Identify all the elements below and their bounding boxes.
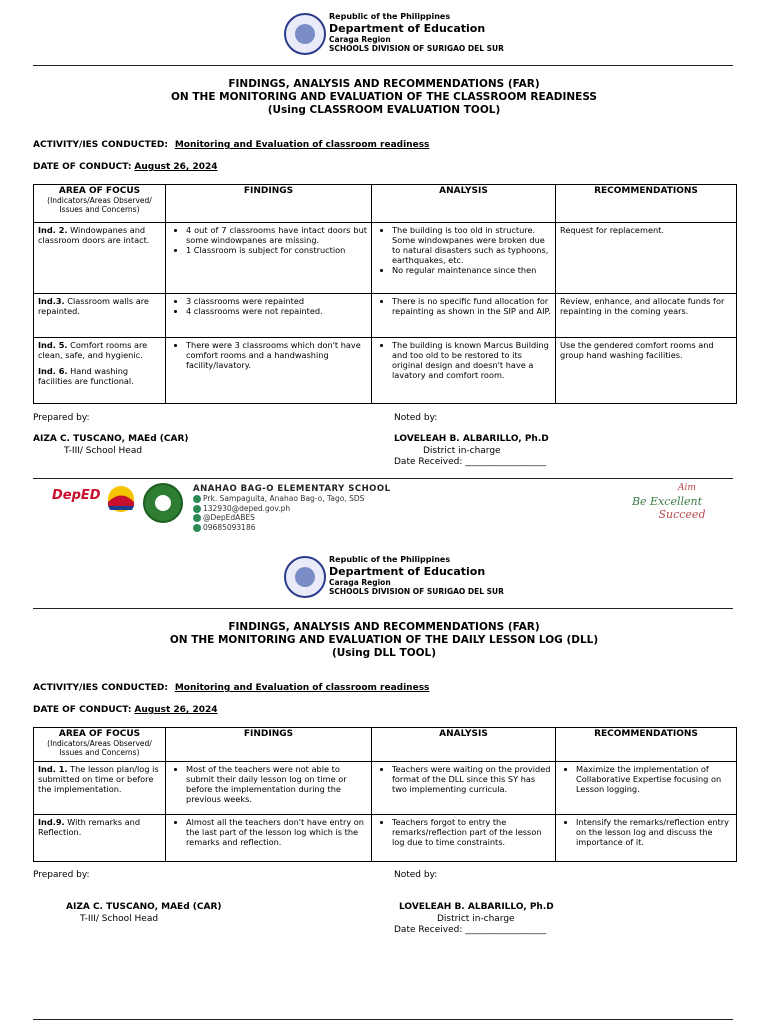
phone-icon [193, 524, 201, 532]
doc1-far-table [33, 184, 737, 404]
col-analysis: ANALYSIS [372, 728, 556, 762]
email-icon [193, 505, 201, 513]
date-label: DATE OF CONDUCT: [33, 162, 132, 172]
prepared-by-label: Prepared by: [33, 870, 90, 880]
bagong-pilipinas-logo [104, 484, 138, 514]
noted-by-label: Noted by: [394, 413, 438, 423]
analysis-cell: • The building is too old in structure. Some windowpanes were broken due to natural disasters such as typhoons, earthquakes, etc. • No regular maintenance since then [372, 223, 556, 294]
recommendations-cell: • Maximize the implementation of Collaborative Expertise focusing on Lesson logging. [556, 762, 737, 815]
col-recommendations: RECOMMENDATIONS [556, 185, 737, 223]
doc1-activity [33, 140, 429, 150]
doc1-date [33, 162, 218, 172]
deped-logo: DepED [52, 488, 101, 503]
noted-name: LOVELEAH B. ALBARILLO, Ph.D [399, 902, 554, 912]
doc1-title-line3: (Using CLASSROOM EVALUATION TOOL) [267, 104, 501, 116]
area-cell: Ind. 2. Windowpanes and classroom doors are intact. [34, 223, 166, 294]
activity-value: Monitoring and Evaluation of classroom readiness [174, 140, 430, 150]
school-seal-icon [143, 483, 183, 523]
school-name: ANAHAO BAG-O ELEMENTARY SCHOOL [193, 484, 391, 494]
letterhead-region: Caraga Region [329, 35, 391, 44]
deped-seal-icon [284, 556, 326, 598]
analysis-cell: • Teachers were waiting on the provided format of the DLL since this SY has two implementing curricula. [372, 762, 556, 815]
table-header-row [34, 728, 737, 762]
prepared-title: T-III/ School Head [80, 914, 159, 924]
location-pin-icon [193, 495, 201, 503]
letterhead-department: Department of Education [329, 22, 486, 35]
header-divider [33, 65, 733, 66]
prepared-by-label: Prepared by: [33, 413, 90, 423]
findings-cell: • Almost all the teachers don't have entry on the last part of the lesson log which is the remarks and reflection. [166, 815, 372, 862]
col-area-of-focus: AREA OF FOCUS (Indicators/Areas Observed/ Issues and Concerns) [34, 728, 166, 762]
table-header-row [34, 185, 737, 223]
doc2-activity: ACTIVITY/IES CONDUCTED: Monitoring and Evaluation of classroom readiness [33, 683, 430, 693]
noted-by-label: Noted by: [394, 870, 438, 880]
doc2-title: FINDINGS, ANALYSIS AND RECOMMENDATIONS (FAR) ON THE MONITORING AND EVALUATION OF THE DAILY LESSON LOG (DLL) (Using DLL TOOL) [169, 621, 599, 659]
table-row [34, 223, 737, 294]
table-row [34, 338, 737, 404]
school-info [193, 484, 391, 532]
date-received: Date Received: __________________ [394, 457, 547, 467]
date-received: Date Received: __________________ [394, 925, 547, 935]
findings-cell: • There were 3 classrooms which don't have comfort rooms and a handwashing facility/lavatory. [166, 338, 372, 404]
letterhead [329, 12, 504, 53]
letterhead: Republic of the Philippines Department of Education Caraga Region SCHOOLS DIVISION OF SURIGAO DEL SUR [329, 555, 504, 596]
school-phone: 09685093186 [193, 523, 391, 533]
noted-title: District in-charge [437, 914, 515, 924]
prepared-name: AIZA C. TUSCANO, MAEd (CAR) [66, 902, 222, 912]
area-cell: Ind. 1. The lesson plan/log is submitted on time or before the implementation. [34, 762, 166, 815]
school-address: Prk. Sampaguita, Anahao Bag-o, Tago, SDS [193, 494, 391, 504]
col-findings: FINDINGS [166, 728, 372, 762]
findings-cell: • 4 out of 7 classrooms have intact doors but some windowpanes are missing. • 1 Classroom is subject for construction [166, 223, 372, 294]
recommendations-cell: Use the gendered comfort rooms and group hand washing facilities. [556, 338, 737, 404]
date-value: August 26, 2024 [134, 162, 218, 172]
doc2-date: DATE OF CONDUCT: August 26, 2024 [33, 705, 218, 715]
area-cell: Ind.3. Classroom walls are repainted. [34, 294, 166, 338]
col-findings: FINDINGS [166, 185, 372, 223]
footer-divider [33, 478, 733, 479]
doc1-title-line2: ON THE MONITORING AND EVALUATION OF THE CLASSROOM READINESS [171, 91, 597, 103]
school-facebook: @DepEdABES [193, 513, 391, 523]
table-row [34, 815, 737, 862]
facebook-icon [193, 514, 201, 522]
col-analysis: ANALYSIS [372, 185, 556, 223]
area-cell: Ind.9. With remarks and Reflection. [34, 815, 166, 862]
analysis-cell: • There is no specific fund allocation for repainting as shown in the SIP and AIP. [372, 294, 556, 338]
doc2-far-table [33, 727, 737, 862]
doc1-title-line1: FINDINGS, ANALYSIS AND RECOMMENDATIONS (FAR) [228, 78, 540, 90]
deped-seal-icon [284, 13, 326, 55]
bottom-divider [33, 1019, 733, 1020]
prepared-title: T-III/ School Head [64, 446, 143, 456]
findings-cell: • 3 classrooms were repainted • 4 classrooms were not repainted. [166, 294, 372, 338]
col-recommendations: RECOMMENDATIONS [556, 728, 737, 762]
analysis-cell: • Teachers forgot to entry the remarks/reflection part of the lesson log due to time constraints. [372, 815, 556, 862]
noted-name: LOVELEAH B. ALBARILLO, Ph.D [394, 434, 549, 444]
prepared-name: AIZA C. TUSCANO, MAEd (CAR) [33, 434, 189, 444]
school-email: 132930@deped.gov.ph [193, 504, 391, 514]
col-area-of-focus: AREA OF FOCUS (Indicators/Areas Observed/ Issues and Concerns) [34, 185, 166, 223]
activity-label: ACTIVITY/IES CONDUCTED: [33, 140, 168, 150]
letterhead-division: SCHOOLS DIVISION OF SURIGAO DEL SUR [329, 44, 504, 53]
analysis-cell: • The building is known Marcus Building and too old to be restored to its original design and doesn't have a lavatory and comfort room. [372, 338, 556, 404]
table-row [34, 762, 737, 815]
noted-title: District in-charge [423, 446, 501, 456]
doc1-title [0, 78, 768, 117]
area-cell: Ind. 5. Comfort rooms are clean, safe, and hygienic. Ind. 6. Hand washing facilities are functional. [34, 338, 166, 404]
header-divider [33, 608, 733, 609]
findings-cell: • Most of the teachers were not able to submit their daily lesson log on time or before the implementation during the previous weeks. [166, 762, 372, 815]
recommendations-cell: Review, enhance, and allocate funds for repainting in the coming years. [556, 294, 737, 338]
recommendations-cell: Request for replacement. [556, 223, 737, 294]
recommendations-cell: • Intensify the remarks/reflection entry on the lesson log and discuss the importance of it. [556, 815, 737, 862]
table-row [34, 294, 737, 338]
letterhead-republic: Republic of the Philippines [329, 12, 451, 21]
school-motto: Aim Be Excellent Succeed [631, 483, 706, 521]
